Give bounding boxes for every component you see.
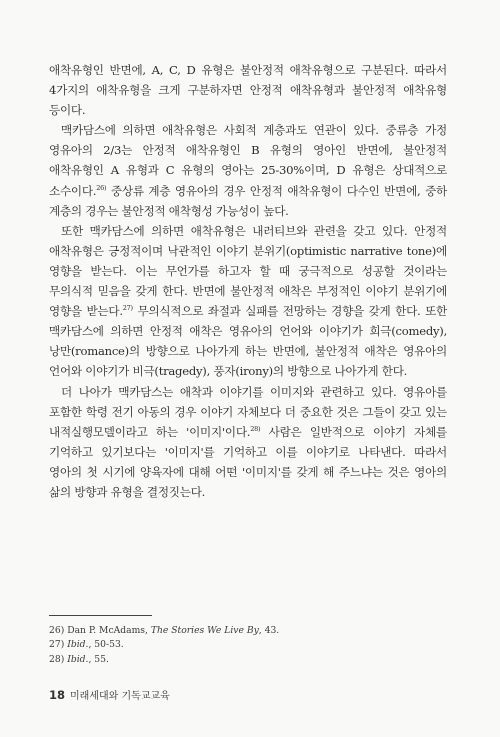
footnote-26: 26) Dan P. McAdams, The Stories We Live By, 43.: [49, 625, 280, 636]
footnote-28: 28) Ibid., 55.: [49, 653, 109, 665]
footnote-ref-26[interactable]: 26): [96, 183, 107, 192]
book-title: 미래세대와 기독교교육: [70, 691, 170, 702]
paragraph-text: 맥카담스에 의하면 애착유형은 사회적 계층과도 연관이 있다. 중류층 가정 영유아의 2/3는 안정적 애착유형인 B 유형의 영아인 반면에, 불안정적 애착유형인 A 유형과 C 유형의 영아는 25-30%이며, D 유형은 상대적으로 소수이다.$^{26)}$ 중상류 계층 영유아의 경우 안정적 애착유형이 다수인 반면에, 중하 계층의 경우는 불안정적 애착형성 가능성이 높다.: [49, 123, 447, 218]
paragraph-1: [49, 60, 447, 120]
paragraph-2: [49, 120, 447, 220]
paragraph-3: [49, 221, 447, 382]
footnote-divider: [49, 615, 152, 616]
paragraph-text: 더 나아가 맥카담스는 애착과 이야기를 이미지와 관련하고 있다. 영유아를 포함한 학령 전기 아동의 경우 이야기 자체보다 더 중요한 것은 그들이 갖고 있는 내적실행모델이라고 하는 '이미지'이다.$^{28)}$ 사람은 일반적으로 이야기 자체를 기억하고 있기보다는 '이미지'를 기억하고 이를 이야기로 나타낸다. 따라서 영아의 첫 시기에 양육자에 대해 어떤 '이미지'를 갖게 해 주느냐는 것은 영아의 삶의 방향과 유형을 결정짓는다.: [49, 384, 447, 499]
page-footer: [49, 687, 170, 702]
footnote-27: 27) Ibid., 50-53.: [49, 639, 124, 651]
footnotes: [49, 624, 447, 667]
paragraph-text: 또한 맥카담스에 의하면 애착유형은 내러티브와 관련을 갖고 있다. 안정적 애착유형은 긍정적이며 낙관적인 이야기 분위기(optimistic narrative tone)에 영향을 받는다. 이는 무언가를 하고자 할 때 궁극적으로 성공할 것이라는 무의식적 믿음을 갖게 한다. 반면에 불안정적 애착은 부정적인 이야기 분위기에 영향을 받는다.$^{27)}$ 무의식적으로 좌절과 실패를 전망하는 경향을 갖게 한다. 또한 맥카담스에 의하면 안정적 애착은 영유아의 언어와 이야기가 희극(comedy), 낭만(romance)의 방향으로 나아가게 하는 반면에, 불안정적 애착은 영유아의 언어와 이야기가 비극(tragedy), 풍자(irony)의 방향으로 나아가게 한다.: [49, 223, 447, 379]
footnote-ref-28[interactable]: 28): [250, 424, 261, 433]
page-number: 18: [49, 688, 66, 702]
body-text: [49, 60, 447, 502]
paragraph-4: [49, 382, 447, 503]
paragraph-text: 애착유형인 반면에, A, C, D 유형은 불안정적 애착유형으로 구분된다. 따라서 4가지의 애착유형을 크게 구분하자면 안정적 애착유형과 불안정적 애착유형 등이다.: [49, 63, 447, 118]
footnote-ref-27[interactable]: 27): [122, 304, 133, 313]
